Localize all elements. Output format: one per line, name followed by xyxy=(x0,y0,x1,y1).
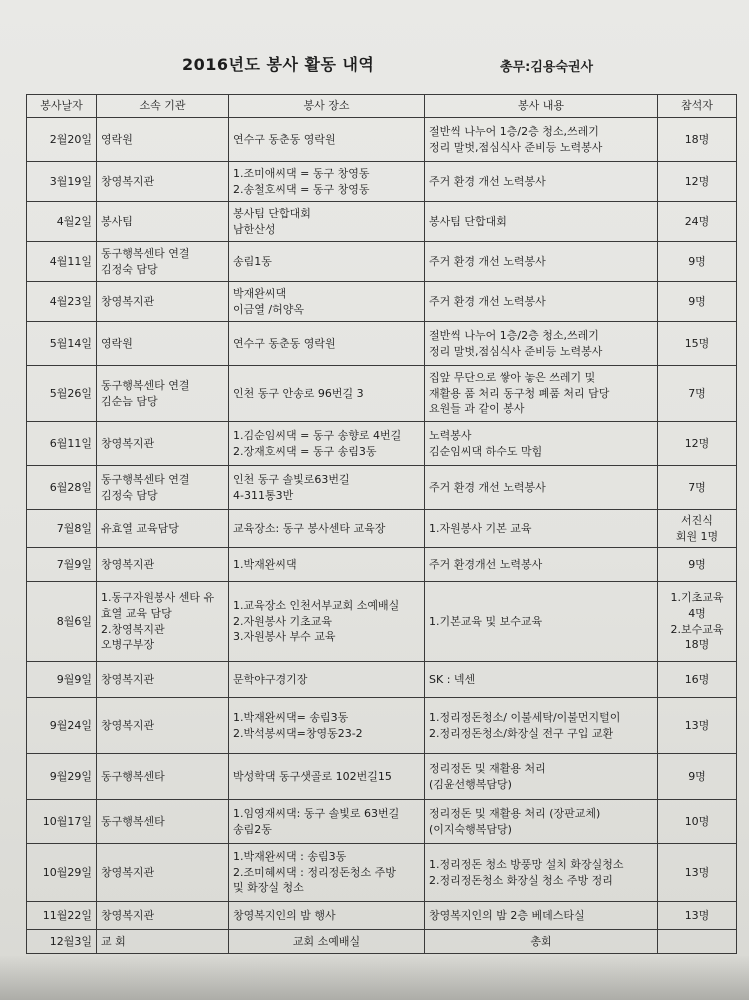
cell-content: 주거 환경개선 노력봉사 xyxy=(425,548,658,582)
cell-org: 창영복지관 xyxy=(97,162,229,202)
table-row xyxy=(27,466,737,510)
table-row xyxy=(27,202,737,242)
cell-org: 창영복지관 xyxy=(97,282,229,322)
cell-place: 봉사팀 단합대회 남한산성 xyxy=(229,202,425,242)
cell-place: 연수구 동춘동 영락원 xyxy=(229,322,425,366)
cell-content: 절반씩 나누어 1층/2층 청소,쓰레기 정리 말벗,점심식사 준비등 노력봉사 xyxy=(425,322,658,366)
cell-org: 동구행복센타 연결 김정숙 담당 xyxy=(97,242,229,282)
cell-date: 6월28일 xyxy=(27,466,97,510)
cell-org: 교 회 xyxy=(97,930,229,954)
cell-org: 영락원 xyxy=(97,118,229,162)
cell-org: 동구행복센타 연결 김순늠 담당 xyxy=(97,366,229,422)
table-row xyxy=(27,162,737,202)
cell-content: 창영복지인의 밤 2층 베데스타실 xyxy=(425,902,658,930)
manager-name: 총무:김용숙권사 xyxy=(500,60,594,75)
cell-place: 1.박재완씨댁= 송림3동 2.박석봉씨댁=창영동23-2 xyxy=(229,698,425,754)
cell-date: 11월22일 xyxy=(27,902,97,930)
cell-place: 박재완씨댁 이금열 /허양옥 xyxy=(229,282,425,322)
cell-content: 1.자원봉사 기본 교육 xyxy=(425,510,658,548)
cell-count: 13명 xyxy=(658,902,737,930)
cell-content: 1.기본교육 및 보수교육 xyxy=(425,582,658,662)
cell-date: 9월29일 xyxy=(27,754,97,800)
cell-content: 집앞 무단으로 쌓아 놓은 쓰레기 및 재활용 품 처리 동구청 폐품 처리 담당 요원들 과 같이 봉사 xyxy=(425,366,658,422)
cell-content: 주거 환경 개선 노력봉사 xyxy=(425,466,658,510)
cell-place: 1.교육장소 인천서부교회 소예배실 2.자원봉사 기초교육 3.자원봉사 부수 교육 xyxy=(229,582,425,662)
table-row xyxy=(27,582,737,662)
table-row xyxy=(27,510,737,548)
cell-content: 봉사팀 단합대회 xyxy=(425,202,658,242)
cell-org: 봉사팀 xyxy=(97,202,229,242)
table-row xyxy=(27,902,737,930)
cell-count: 16명 xyxy=(658,662,737,698)
cell-date: 10월17일 xyxy=(27,800,97,844)
cell-content: 정리정돈 및 재활용 처리 (장판교체) (이지숙행복담당) xyxy=(425,800,658,844)
document-title: 2016년도 봉사 활동 내역 xyxy=(182,55,375,74)
table-header-row xyxy=(27,95,737,118)
cell-place: 교육장소: 동구 봉사센타 교육장 xyxy=(229,510,425,548)
cell-org: 창영복지관 xyxy=(97,844,229,902)
cell-date: 9월9일 xyxy=(27,662,97,698)
cell-place: 교회 소예배실 xyxy=(229,930,425,954)
cell-place: 송림1동 xyxy=(229,242,425,282)
cell-place: 창영복지인의 밤 행사 xyxy=(229,902,425,930)
cell-org: 창영복지관 xyxy=(97,422,229,466)
cell-count: 18명 xyxy=(658,118,737,162)
cell-content: 1.정리정돈 청소 방풍망 설치 화장실청소 2.정리정돈청소 화장실 청소 주방 정리 xyxy=(425,844,658,902)
cell-place: 문학야구경기장 xyxy=(229,662,425,698)
cell-date: 9월24일 xyxy=(27,698,97,754)
cell-content: 노력봉사 김순임씨댁 하수도 막힘 xyxy=(425,422,658,466)
table-row xyxy=(27,118,737,162)
cell-org: 영락원 xyxy=(97,322,229,366)
cell-date: 4월23일 xyxy=(27,282,97,322)
cell-org: 창영복지관 xyxy=(97,662,229,698)
cell-count: 13명 xyxy=(658,698,737,754)
cell-date: 4월11일 xyxy=(27,242,97,282)
cell-date: 10월29일 xyxy=(27,844,97,902)
cell-count: 1.기초교육 4명 2.보수교육 18명 xyxy=(658,582,737,662)
table-row xyxy=(27,800,737,844)
table-row xyxy=(27,422,737,466)
cell-count xyxy=(658,930,737,954)
cell-place: 인천 동구 안송로 96번길 3 xyxy=(229,366,425,422)
header-content: 봉사 내용 xyxy=(425,95,658,118)
cell-count: 12명 xyxy=(658,162,737,202)
cell-date: 4월2일 xyxy=(27,202,97,242)
cell-org: 동구행복센타 xyxy=(97,800,229,844)
table-row xyxy=(27,754,737,800)
cell-count: 9명 xyxy=(658,242,737,282)
cell-place: 연수구 동춘동 영락원 xyxy=(229,118,425,162)
header-org: 소속 기관 xyxy=(97,95,229,118)
header-count: 참석자 xyxy=(658,95,737,118)
table-row xyxy=(27,322,737,366)
cell-org: 창영복지관 xyxy=(97,548,229,582)
cell-place: 1.임영재씨댁: 동구 솔빛로 63번길 송림2동 xyxy=(229,800,425,844)
table-row xyxy=(27,662,737,698)
table-row xyxy=(27,698,737,754)
cell-date: 3월19일 xyxy=(27,162,97,202)
table-row xyxy=(27,548,737,582)
cell-org: 유효열 교육담당 xyxy=(97,510,229,548)
table-row xyxy=(27,366,737,422)
cell-org: 동구행복센타 xyxy=(97,754,229,800)
cell-date: 5월14일 xyxy=(27,322,97,366)
cell-content: 1.정리정돈청소/ 이불세탁/이불먼지털이 2.정리정돈청소/화장실 전구 구입 교환 xyxy=(425,698,658,754)
cell-count: 12명 xyxy=(658,422,737,466)
cell-place: 1.박재완씨댁 xyxy=(229,548,425,582)
header-date: 봉사날자 xyxy=(27,95,97,118)
cell-date: 6월11일 xyxy=(27,422,97,466)
header-place: 봉사 장소 xyxy=(229,95,425,118)
cell-org: 1.동구자원봉사 센타 유 효열 교육 담당 2.창영복지관 오병구부장 xyxy=(97,582,229,662)
cell-count: 10명 xyxy=(658,800,737,844)
cell-org: 창영복지관 xyxy=(97,902,229,930)
cell-date: 5월26일 xyxy=(27,366,97,422)
cell-content: SK : 넥센 xyxy=(425,662,658,698)
cell-count: 9명 xyxy=(658,754,737,800)
cell-date: 2월20일 xyxy=(27,118,97,162)
cell-place: 1.조미애씨댁 = 동구 창영동 2.송철호씨댁 = 동구 창영동 xyxy=(229,162,425,202)
table-row xyxy=(27,930,737,954)
cell-count: 13명 xyxy=(658,844,737,902)
table-row xyxy=(27,242,737,282)
cell-count: 9명 xyxy=(658,548,737,582)
cell-count: 7명 xyxy=(658,466,737,510)
cell-place: 1.박재완씨댁 : 송림3동 2.조미혜씨댁 : 정리정돈청소 주방 및 화장실 청소 xyxy=(229,844,425,902)
volunteer-activity-table xyxy=(26,94,737,954)
cell-place: 인천 동구 솔빛로63번길 4-311통3반 xyxy=(229,466,425,510)
cell-count: 서진식 회원 1명 xyxy=(658,510,737,548)
cell-content: 총회 xyxy=(425,930,658,954)
cell-place: 박성학댁 동구샛골로 102번길15 xyxy=(229,754,425,800)
cell-org: 창영복지관 xyxy=(97,698,229,754)
cell-date: 7월8일 xyxy=(27,510,97,548)
cell-count: 24명 xyxy=(658,202,737,242)
cell-date: 12월3일 xyxy=(27,930,97,954)
cell-content: 주거 환경 개선 노력봉사 xyxy=(425,242,658,282)
cell-content: 절반씩 나누어 1층/2층 청소,쓰레기 정리 말벗,점심식사 준비등 노력봉사 xyxy=(425,118,658,162)
cell-content: 주거 환경 개선 노력봉사 xyxy=(425,162,658,202)
page-shadow xyxy=(0,955,749,1000)
cell-date: 8월6일 xyxy=(27,582,97,662)
cell-place: 1.김순임씨댁 = 동구 송향로 4번길 2.장재호씨댁 = 동구 송림3동 xyxy=(229,422,425,466)
cell-count: 7명 xyxy=(658,366,737,422)
cell-org: 동구행복센타 연결 김정숙 담당 xyxy=(97,466,229,510)
cell-count: 15명 xyxy=(658,322,737,366)
cell-content: 주거 환경 개선 노력봉사 xyxy=(425,282,658,322)
cell-count: 9명 xyxy=(658,282,737,322)
cell-content: 정리정돈 및 재활용 처리 (김윤선행복담당) xyxy=(425,754,658,800)
cell-date: 7월9일 xyxy=(27,548,97,582)
table-row xyxy=(27,282,737,322)
table-row xyxy=(27,844,737,902)
